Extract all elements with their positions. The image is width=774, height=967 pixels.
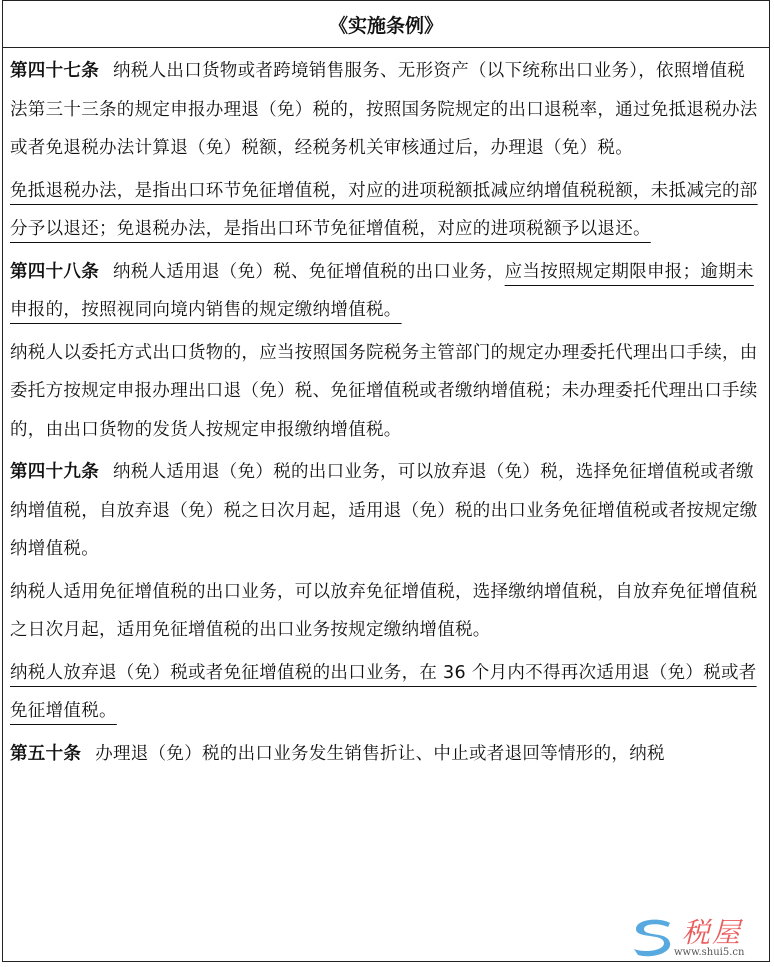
article-text: 纳税人适用退（免）税、免征增值税的出口业务， [113, 261, 505, 282]
article-49-paragraph-1 [10, 453, 762, 569]
article-label: 第四十八条 [10, 261, 99, 282]
watermark-url: www.shui5.cn [674, 947, 745, 958]
article-label: 第四十九条 [10, 462, 99, 482]
article-text: 纳税人以委托方式出口货物的，应当按照国务院税务主管部门的规定办理委托代理出口手续，由委托方按规定申报办理出口退（免）税、免征增值税或者缴纳增值税；未办理委托代理出口手续的，由出口货物的发货人按规定申报缴纳增值税。 [10, 342, 758, 440]
article-text: 纳税人适用免征增值税的出口业务，可以放弃免征增值税，选择缴纳增值税，自放弃免征增值税之日次月起，适用免征增值税的出口业务按规定缴纳增值税。 [10, 581, 758, 640]
article-label: 第四十七条 [10, 61, 99, 81]
underlined-text: 纳税人放弃退（免）税或者免征增值税的出口业务，在 36 个月内不得再次适用退（免）税或者免征增值税。 [10, 662, 757, 721]
article-47-paragraph-1 [10, 52, 762, 168]
watermark-text: 税屋 [682, 916, 743, 949]
document-title: 《实施条例》 [328, 14, 443, 37]
article-text: 办理退（免）税的出口业务发生销售折让、中止或者退回等情形的，纳税 [95, 743, 665, 764]
article-text: 纳税人适用退（免）税的出口业务，可以放弃退（免）税，选择免征增值税或者缴纳增值税，自放弃退（免）税之日次月起，适用退（免）税的出口业务免征增值税或者按规定缴纳增值税。 [10, 462, 758, 559]
article-49-paragraph-2 [10, 573, 762, 650]
article-label: 第五十条 [10, 743, 82, 764]
article-49-paragraph-3 [10, 654, 762, 731]
table-header [3, 1, 769, 48]
article-47-paragraph-2 [10, 172, 762, 249]
underlined-text: 免抵退税办法，是指出口环节免征增值税，对应的进项税额抵减应纳增值税税额，未抵减完的部分予以退还；免退税办法，是指出口环节免征增值税，对应的进项税额予以退还。 [10, 180, 758, 239]
article-text: 纳税人出口货物或者跨境销售服务、无形资产（以下统称出口业务），依照增值税法第三十三条的规定申报办理退（免）税的，按照国务院规定的出口退税率，通过免抵退税办法或者免退税办法计算退（免）税额，经税务机关审核通过后，办理退（免）税。 [10, 61, 758, 158]
article-48-paragraph-1 [10, 253, 762, 330]
underlined-text: 应当按照规定期限申报；逾期未申报的，按照视同向境内销售的规定缴纳增值税。 [10, 261, 754, 320]
article-50-paragraph-1 [10, 735, 762, 774]
article-48-paragraph-2 [10, 334, 762, 450]
regulation-table [2, 0, 770, 962]
table-body [3, 48, 769, 773]
